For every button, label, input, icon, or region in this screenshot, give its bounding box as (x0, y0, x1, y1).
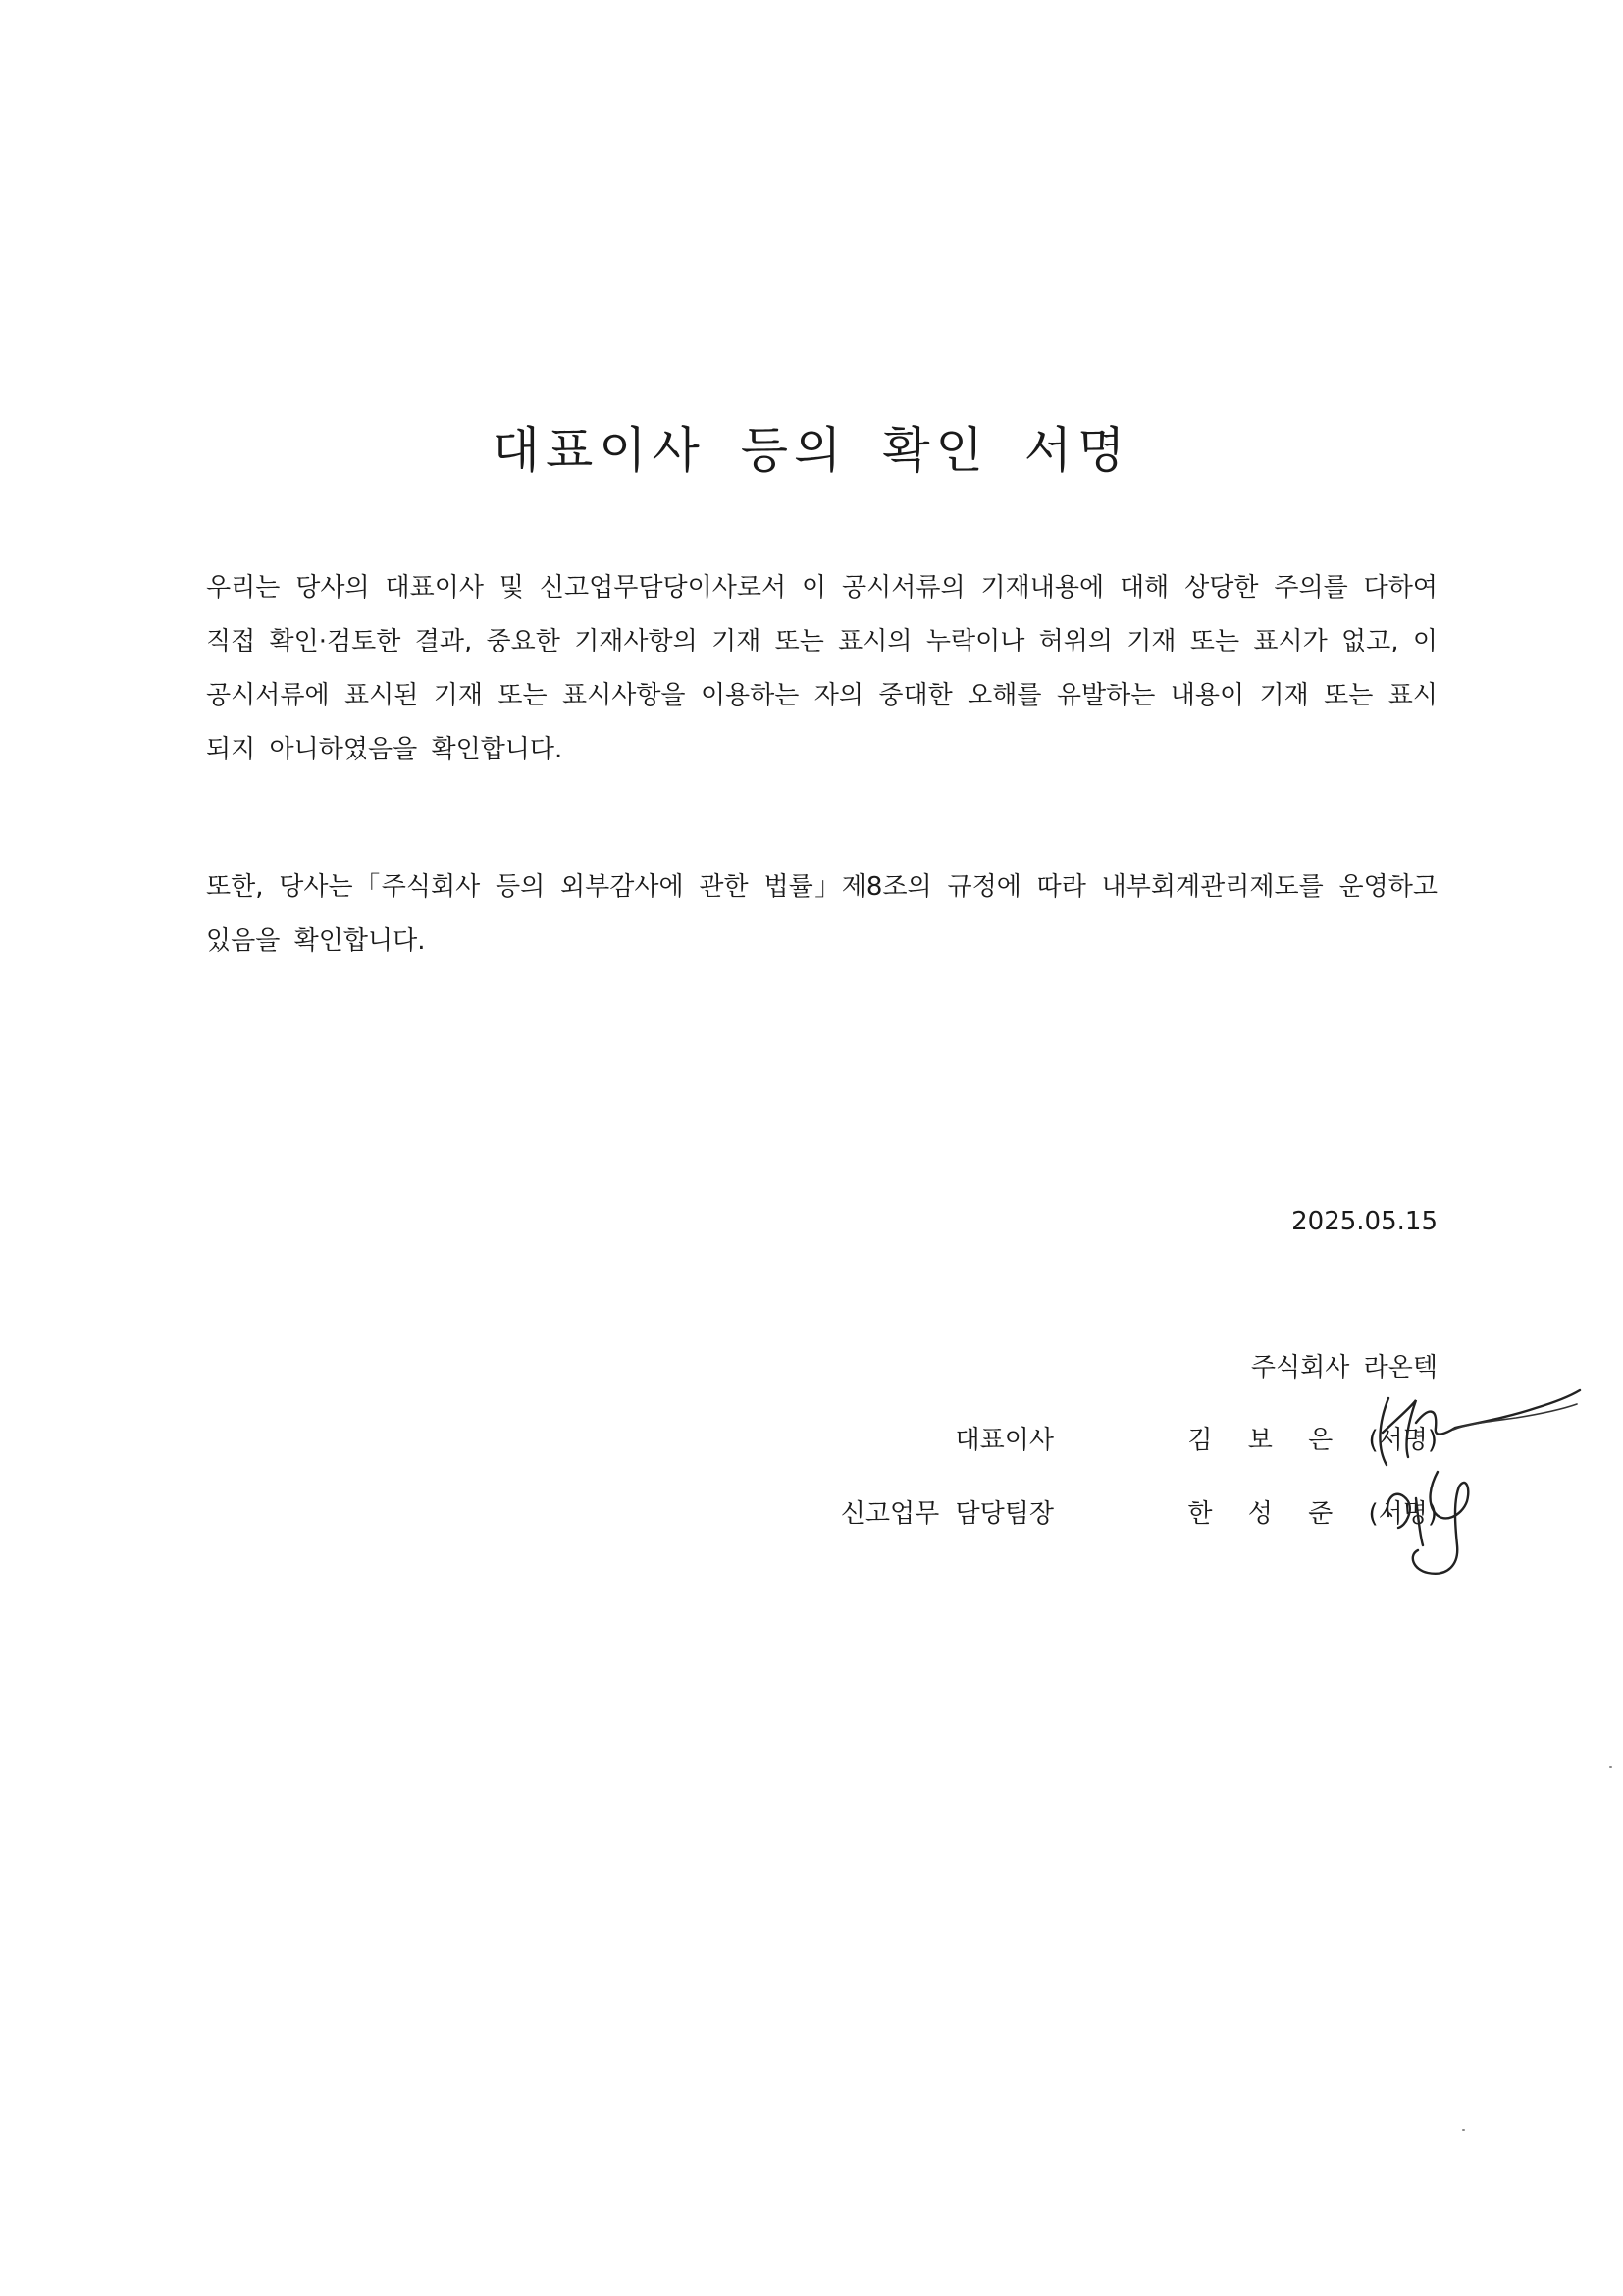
ceo-role-label: 대표이사 (955, 1426, 1054, 1455)
ceo-name: 김 보 은 (1187, 1426, 1347, 1455)
officer-name: 한 성 준 (1187, 1499, 1347, 1529)
document-title: 대표이사 등의 확인 서명 (492, 421, 1131, 479)
officer-signer (1187, 1493, 1438, 1530)
document-date: 2025.05.15 (1291, 1207, 1438, 1236)
scan-speck (1462, 2129, 1465, 2131)
scan-speck (1609, 1766, 1612, 1768)
confirmation-paragraph: 우리는 당사의 대표이사 및 신고업무담당이사로서 이 공시서류의 기재내용에 대해 상당한 주의를 다하여 직접 확인·검토한 결과, 중요한 기재사항의 기재 또는 표시의 누락이나 허위의 기재 또는 표시가 없고, 이 공시서류에 표시된 기재 또는 표시사항을 이용하는 자의 중대한 오해를 유발하는 내용이 기재 또는 표시되지 아니하였음을 확인합니다. (206, 573, 1438, 764)
officer-role-label: 신고업무 담당팀장 (840, 1499, 1054, 1529)
company-name: 주식회사 라온텍 (1250, 1353, 1438, 1383)
officer-signature-mark: (서명) (1368, 1499, 1438, 1529)
internal-control-paragraph: 또한, 당사는「주식회사 등의 외부감사에 관한 법률」제8조의 규정에 따라 내부회계관리제도를 운영하고 있음을 확인합니다. (206, 872, 1438, 956)
ceo-signer (1187, 1420, 1438, 1456)
ceo-signature-mark: (서명) (1368, 1426, 1438, 1455)
